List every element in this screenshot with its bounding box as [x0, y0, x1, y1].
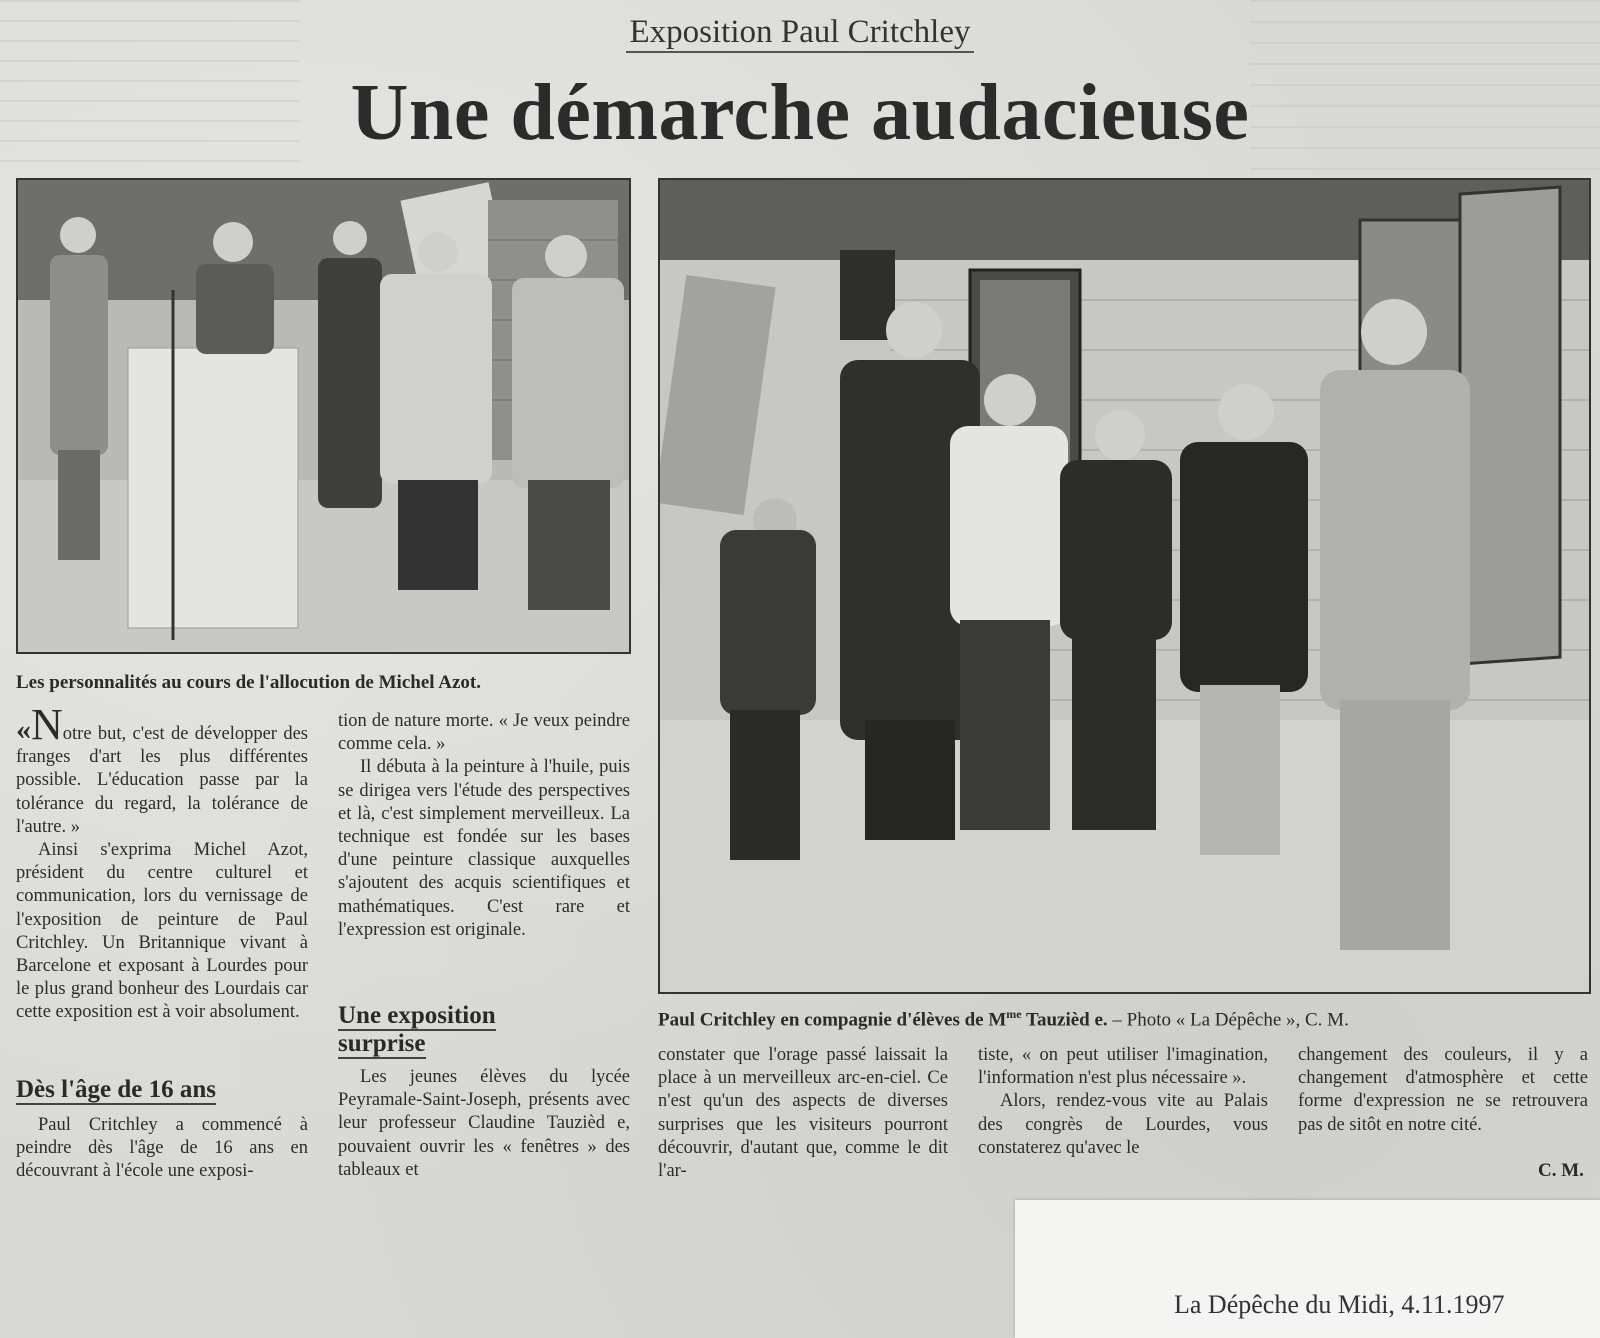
photo-students: [658, 178, 1591, 994]
photo-speakers-caption: Les personnalités au cours de l'allocution de Michel Azot.: [16, 672, 481, 693]
article-column-3: constater que l'orage passé laissait la place à un merveilleux arc-en-ciel. Ce n'est qu'un des aspects de diverses surprises que les visiteurs pourront découvrir, d'autant que, comme le dit l'ar-: [658, 1045, 948, 1182]
source-label: La Dépêche du Midi, 4.11.1997: [1174, 1290, 1505, 1319]
subhead-une-exposition: Une exposition surprise: [338, 1002, 496, 1057]
photo-speakers-illustration: [18, 180, 629, 652]
article-kicker: Exposition Paul Critchley: [0, 14, 1600, 51]
photo-speakers: [16, 178, 631, 654]
photo-students-caption: Paul Critchley en compagnie d'élèves de $M^{me}$ Tauzièd e. – Photo « La Dépêche », C. M.: [658, 1007, 1349, 1031]
article-column-4: tiste, « on peut utiliser l'imagination, l'information n'est plus nécessaire ». Alors, rendez-vous vite au Palais des congrès de Lourdes, vous constaterez qu'avec le: [978, 1045, 1268, 1158]
article-column-1-cont: Paul Critchley a commencé à peindre dès l'âge de 16 ans en découvrant à l'école une exposi-: [16, 1115, 308, 1182]
author-signature: C. M.: [1538, 1160, 1584, 1181]
photo-students-illustration: [660, 180, 1589, 992]
article-column-2-cont: Les jeunes élèves du lycée Peyramale-Saint-Joseph, présents avec leur professeur Claudine Tauzièd e, pouvaient ouvrir les « fenêtres » des tableaux et: [338, 1067, 630, 1180]
drop-cap: N: [31, 700, 63, 749]
article-column-2: tion de nature morte. « Je veux peindre comme cela. » Il débuta à la peinture à l'huile, puis se dirigea vers l'étude des perspectives et là, c'est simplement merveilleux. La technique est fondée sur les bases d'une peinture classique auxquelles s'ajoutent des acquis scientifiques et mathématiques. C'est rare et l'expression est originale.: [338, 711, 630, 940]
subhead-des-lage: Dès l'âge de 16 ans: [16, 1076, 216, 1103]
article-column-5: changement des couleurs, il y a changement d'atmosphère et cette forme d'expression ne se retrouvera pas de sitôt en notre cité.: [1298, 1045, 1588, 1135]
article-column-1: «Notre but, c'est de développer des franges d'art les plus différentes possible. L'éducation passe par la tolérance du regard, la tolérance de l'autre. » Ainsi s'exprima Michel Azot, président du centre culturel et communication, lors du vernissage de l'exposition de peinture de Paul Critchley. Un Britannique vivant à Barcelone et exposant à Lourdes pour le plus grand bonheur des Lourdais car cette exposition est à voir absolument.: [16, 700, 308, 1023]
article-headline: Une démarche audacieuse: [350, 69, 1250, 157]
